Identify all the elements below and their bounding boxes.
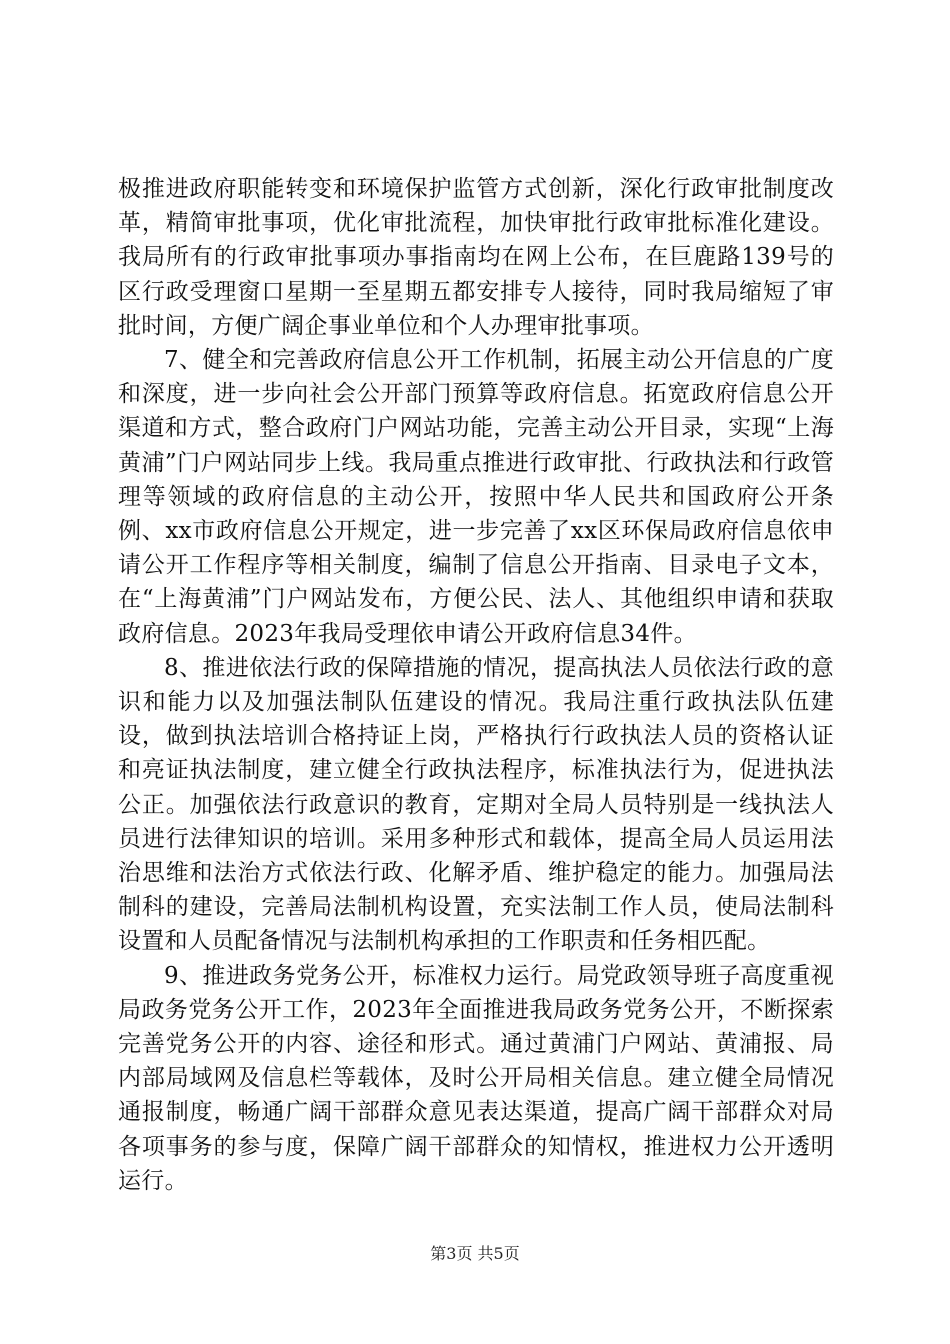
paragraph-item-8: 8、推进依法行政的保障措施的情况，提高执法人员依法行政的意识和能力以及加强法制队伍建设的情况。我局注重行政执法队伍建设，做到执法培训合格持证上岗，严格执行行政执法人员的资格认证和亮证执法制度，建立健全行政执法程序，标准执法行为，促进执法公正。加强依法行政意识的教育，定期对全局人员特别是一线执法人员进行法律知识的培训。采用多种形式和载体，提高全局人员运用法治思维和法治方式依法行政、化解矛盾、维护稳定的能力。加强局法制科的建设，完善局法制机构设置，充实法制工作人员，使局法制科设置和人员配备情况与法制机构承担的工作职责和任务相匹配。 bbox=[118, 654, 834, 955]
page-number-footer: 第3页 共5页 bbox=[430, 1244, 520, 1263]
document-body bbox=[118, 172, 834, 1198]
paragraph-item-7: 7、健全和完善政府信息公开工作机制，拓展主动公开信息的广度和深度，进一步向社会公开部门预算等政府信息。拓宽政府信息公开渠道和方式，整合政府门户网站功能，完善主动公开目录，实现“上海黄浦”门户网站同步上线。我局重点推进行政审批、行政执法和行政管理等领域的政府信息的主动公开，按照中华人民共和国政府公开条例、xx市政府信息公开规定，进一步完善了xx区环保局政府信息依申请公开工作程序等相关制度，编制了信息公开指南、目录电子文本，在“上海黄浦”门户网站发布，方便公民、法人、其他组织申请和获取政府信息。2023年我局受理依申请公开政府信息34件。 bbox=[118, 347, 834, 647]
paragraph-continuation: 极推进政府职能转变和环境保护监管方式创新，深化行政审批制度改革，精简审批事项，优化审批流程，加快审批行政审批标准化建设。我局所有的行政审批事项办事指南均在网上公布，在巨鹿路139号的区行政受理窗口星期一至星期五都安排专人接待，同时我局缩短了审批时间，方便广阔企事业单位和个人办理审批事项。 bbox=[118, 176, 834, 339]
paragraph-item-9: 9、推进政务党务公开，标准权力运行。局党政领导班子高度重视局政务党务公开工作，2023年全面推进我局政务党务公开，不断探索完善党务公开的内容、途径和形式。通过黄浦门户网站、黄浦报、局内部局域网及信息栏等载体，及时公开局相关信息。建立健全局情况通报制度，畅通广阔干部群众意见表达渠道，提高广阔干部群众对局各项事务的参与度，保障广阔干部群众的知情权，推进权力公开透明运行。 bbox=[118, 962, 834, 1194]
